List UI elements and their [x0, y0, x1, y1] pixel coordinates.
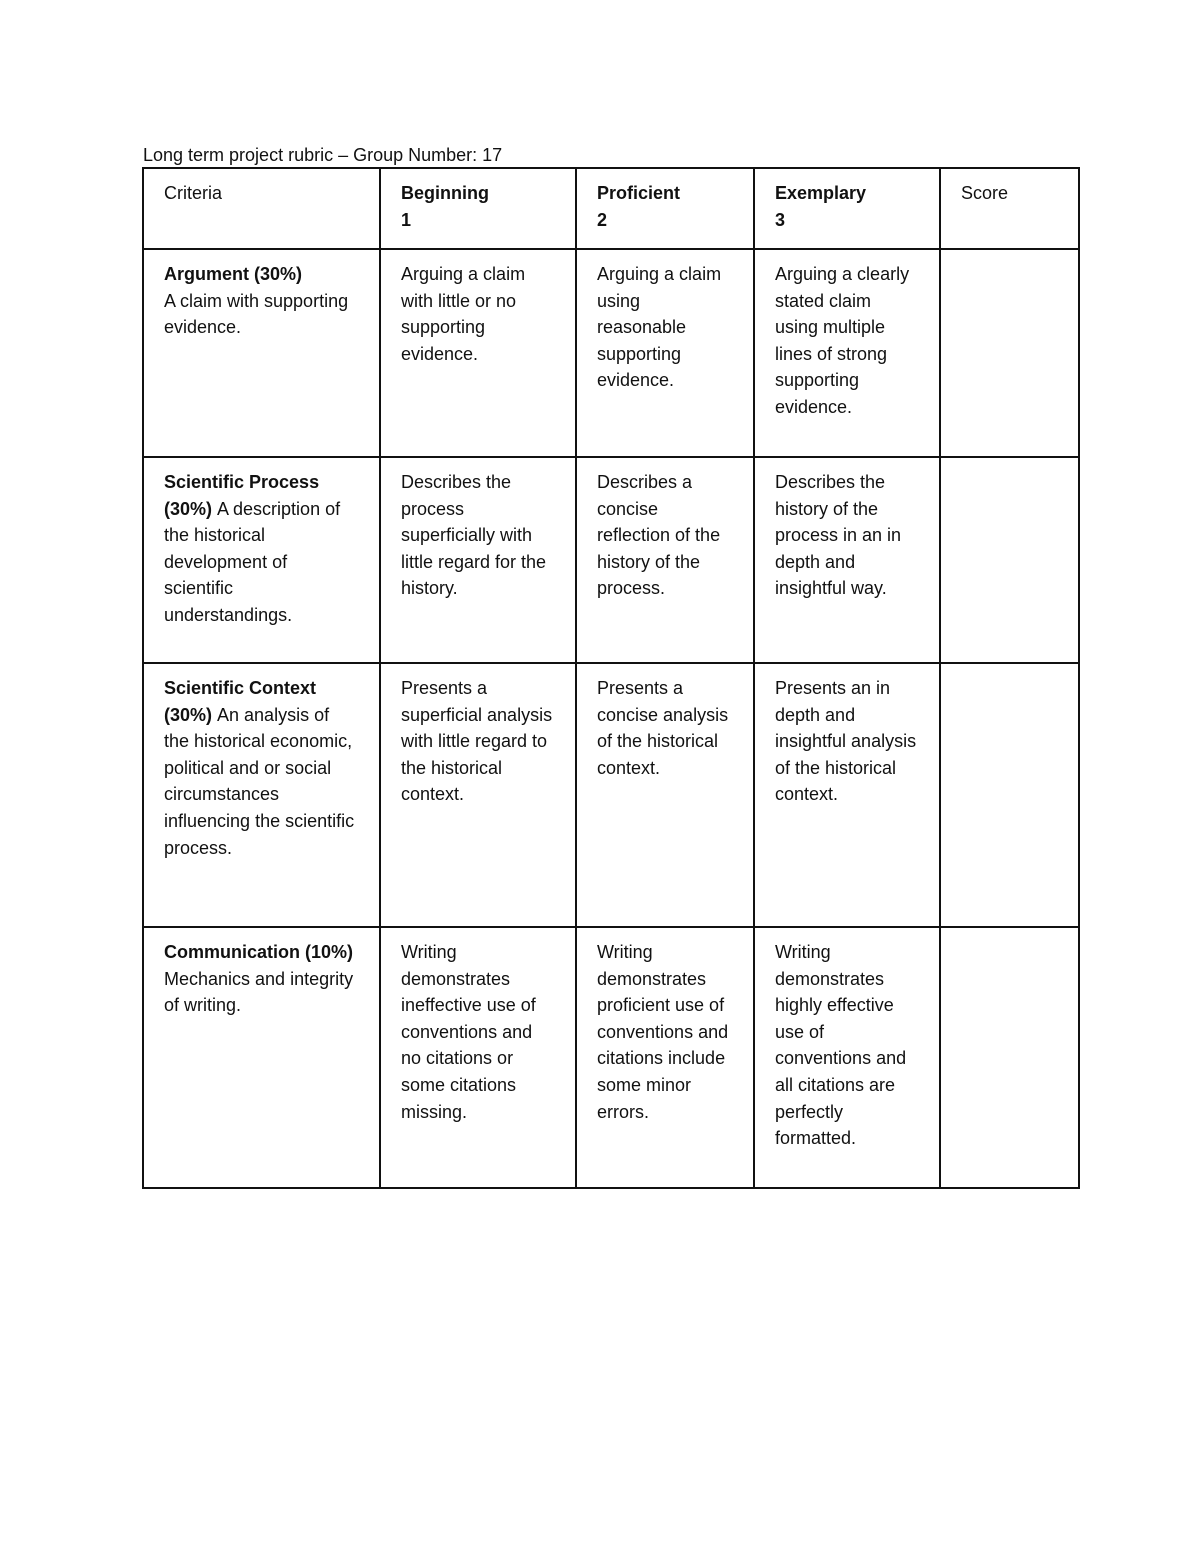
rubric-row-argument [143, 249, 1079, 457]
header-beginning [380, 168, 576, 249]
header-beginning-points: 1 [401, 209, 412, 230]
header-beginning-label: Beginning [401, 183, 489, 203]
criteria-description: An analysis of the historical economic, political and or social circumstances influencing the scientific process. [164, 704, 355, 858]
exemplary-cell: Presents an in depth and insightful analysis of the historical context. [754, 663, 940, 927]
header-proficient-points: 2 [597, 209, 608, 230]
rubric-table [142, 167, 1080, 1189]
header-exemplary-points: 3 [775, 209, 786, 230]
score-cell[interactable] [940, 457, 1079, 663]
beginning-cell: Describes the process superficially with little regard for the history. [380, 457, 576, 663]
criteria-description: A description of the historical development of scientific understandings. [164, 498, 341, 625]
proficient-cell: Presents a concise analysis of the historical context. [576, 663, 754, 927]
score-cell[interactable] [940, 663, 1079, 927]
header-exemplary [754, 168, 940, 249]
criteria-name: Scientific Process (30%) [164, 472, 320, 519]
beginning-cell: Presents a superficial analysis with little regard to the historical context. [380, 663, 576, 927]
beginning-cell: Writing demonstrates ineffective use of conventions and no citations or some citations missing. [380, 927, 576, 1188]
header-score: Score [940, 168, 1079, 249]
proficient-cell: Describes a concise reflection of the history of the process. [576, 457, 754, 663]
header-criteria: Criteria [143, 168, 380, 249]
rubric-row-scientific-process [143, 457, 1079, 663]
proficient-cell: Arguing a claim using reasonable supporting evidence. [576, 249, 754, 457]
rubric-row-scientific-context [143, 663, 1079, 927]
header-proficient-label: Proficient [597, 183, 681, 203]
score-cell[interactable] [940, 927, 1079, 1188]
criteria-cell [143, 663, 380, 927]
criteria-name: Argument (30%) [164, 264, 303, 284]
page-title: Long term project rubric – Group Number: 17 [143, 145, 503, 165]
exemplary-cell: Describes the history of the process in an in depth and insightful way. [754, 457, 940, 663]
header-proficient [576, 168, 754, 249]
header-exemplary-label: Exemplary [775, 183, 867, 203]
criteria-description: Mechanics and integrity of writing. [164, 968, 354, 1016]
score-cell[interactable] [940, 249, 1079, 457]
rubric-row-communication [143, 927, 1079, 1188]
exemplary-cell: Writing demonstrates highly effective use of conventions and all citations are perfectly formatted. [754, 927, 940, 1188]
criteria-cell [143, 249, 380, 457]
criteria-name: Communication (10%) [164, 942, 354, 962]
criteria-cell [143, 927, 380, 1188]
proficient-cell: Writing demonstrates proficient use of conventions and citations include some minor errors. [576, 927, 754, 1188]
criteria-cell [143, 457, 380, 663]
criteria-name: Scientific Context (30%) [164, 678, 317, 725]
beginning-cell: Arguing a claim with little or no supporting evidence. [380, 249, 576, 457]
exemplary-cell: Arguing a clearly stated claim using multiple lines of strong supporting evidence. [754, 249, 940, 457]
criteria-description: A claim with supporting evidence. [164, 290, 349, 338]
header-row [143, 168, 1079, 249]
